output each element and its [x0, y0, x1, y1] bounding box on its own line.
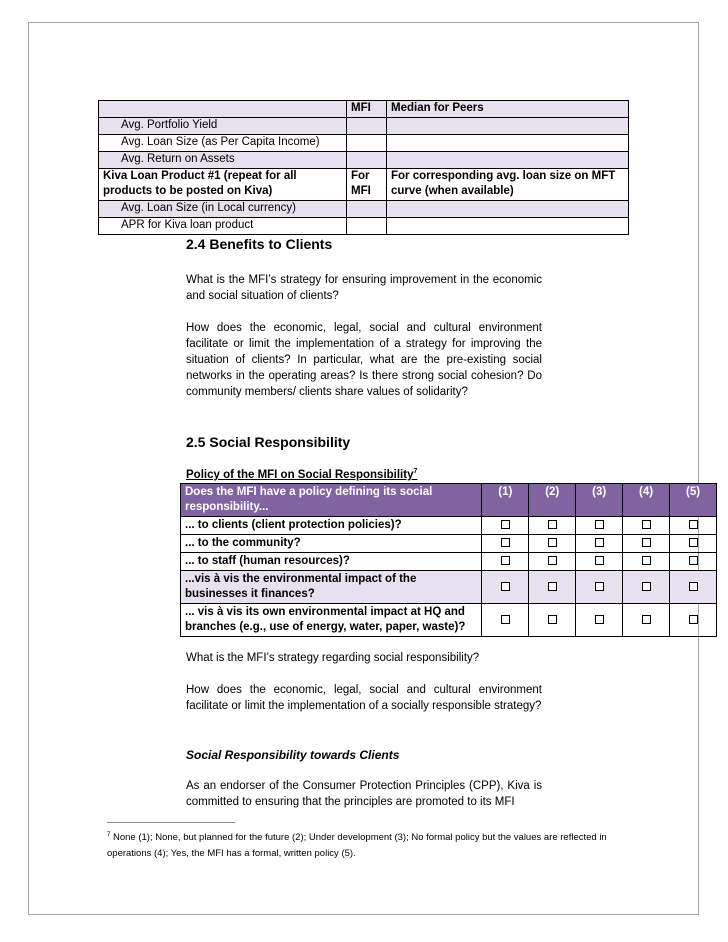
checkbox[interactable]: [642, 538, 651, 547]
footnote-marker: 7: [107, 832, 111, 838]
policy-row-staff: [181, 553, 717, 571]
paragraph-sr-environment: How does the economic, legal, social and cultural environment facilitate or limit the implementation of a socially responsible strategy?: [186, 684, 542, 712]
checkbox[interactable]: [689, 556, 698, 565]
metrics-table: [98, 100, 629, 235]
policy-row-label: ...vis à vis the environmental impact of the businesses it finances?: [181, 571, 482, 604]
checkbox[interactable]: [501, 582, 510, 591]
policy-header-row: [181, 484, 717, 517]
paragraph-benefits-environment: How does the economic, legal, social and cultural environment facilitate or limit the implementation of a strategy for improving the situation of clients? In particular, what are the pre-existing social networks in the operating areas? Is there strong social cohesion? Do community members/ clients share values of solidarity?: [186, 322, 542, 398]
checkbox[interactable]: [548, 520, 557, 529]
metrics-row-label: Avg. Loan Size (as Per Capita Income): [99, 135, 347, 152]
paragraph-cpp: As an endorser of the Consumer Protection Principles (CPP), Kiva is committed to ensuring that the principles are promoted to its MFI: [186, 780, 542, 808]
metrics-row-mfi: [347, 152, 387, 169]
checkbox[interactable]: [642, 556, 651, 565]
checkbox[interactable]: [689, 615, 698, 624]
checkbox[interactable]: [642, 615, 651, 624]
checkbox[interactable]: [548, 615, 557, 624]
checkbox[interactable]: [548, 582, 557, 591]
policy-col-4: (4): [623, 484, 670, 517]
metrics-row-label: Avg. Return on Assets: [99, 152, 347, 169]
metrics-row-peers: [387, 135, 629, 152]
policy-row-label: ... to the community?: [181, 535, 482, 553]
section-heading-social-responsibility: 2.5 Social Responsibility: [186, 434, 351, 450]
metrics-row-mfi: [347, 135, 387, 152]
policy-caption: [186, 468, 417, 481]
metrics-row-peers: For corresponding avg. loan size on MFT curve (when available): [387, 169, 629, 201]
checkbox[interactable]: [595, 615, 604, 624]
metrics-header-peers: Median for Peers: [387, 101, 629, 118]
metrics-row-label: Avg. Loan Size (in Local currency): [99, 201, 347, 218]
metrics-row-label: Kiva Loan Product #1 (repeat for all products to be posted on Kiva): [99, 169, 347, 201]
checkbox[interactable]: [642, 520, 651, 529]
metrics-header-mfi: MFI: [347, 101, 387, 118]
checkbox[interactable]: [595, 538, 604, 547]
policy-row-own-environment: [181, 604, 717, 637]
paragraph-benefits-strategy: What is the MFI’s strategy for ensuring improvement in the economic and social situation of clients?: [186, 274, 542, 302]
metrics-row-peers: [387, 152, 629, 169]
checkbox[interactable]: [689, 538, 698, 547]
checkbox[interactable]: [501, 520, 510, 529]
checkbox[interactable]: [501, 538, 510, 547]
metrics-row-label: APR for Kiva loan product: [99, 218, 347, 235]
checkbox[interactable]: [595, 556, 604, 565]
checkbox[interactable]: [501, 556, 510, 565]
policy-row-community: [181, 535, 717, 553]
metrics-row-peers: [387, 118, 629, 135]
checkbox[interactable]: [595, 520, 604, 529]
policy-row-label: ... to clients (client protection policies)?: [181, 517, 482, 535]
policy-caption-text: Policy of the MFI on Social Responsibility: [186, 468, 414, 481]
policy-row-label: ... to staff (human resources)?: [181, 553, 482, 571]
footnote: [107, 827, 627, 862]
checkbox[interactable]: [501, 615, 510, 624]
policy-header-question: Does the MFI have a policy defining its social responsibility...: [181, 484, 482, 517]
policy-row-environment-businesses: [181, 571, 717, 604]
metrics-row: [99, 152, 629, 169]
policy-col-2: (2): [529, 484, 576, 517]
metrics-row-mfi: [347, 118, 387, 135]
policy-col-5: (5): [670, 484, 717, 517]
metrics-row: [99, 218, 629, 235]
metrics-product-row: [99, 169, 629, 201]
footnote-ref: 7: [413, 468, 418, 475]
paragraph-sr-strategy: What is the MFI’s strategy regarding social responsibility?: [186, 652, 480, 664]
metrics-row-mfi: [347, 218, 387, 235]
metrics-header-row: [99, 101, 629, 118]
metrics-row-peers: [387, 201, 629, 218]
footnote-divider: [107, 822, 235, 823]
policy-table: [180, 483, 717, 637]
policy-col-3: (3): [576, 484, 623, 517]
policy-row-clients: [181, 517, 717, 535]
subheading-sr-clients: Social Responsibility towards Clients: [186, 748, 400, 762]
checkbox[interactable]: [642, 582, 651, 591]
checkbox[interactable]: [689, 520, 698, 529]
checkbox[interactable]: [548, 556, 557, 565]
metrics-row: [99, 135, 629, 152]
metrics-header-label: [99, 101, 347, 118]
metrics-row: [99, 118, 629, 135]
policy-row-label: ... vis à vis its own environmental impact at HQ and branches (e.g., use of energy, water, paper, waste)?: [181, 604, 482, 637]
section-heading-benefits: 2.4 Benefits to Clients: [186, 236, 333, 252]
metrics-row-mfi: [347, 201, 387, 218]
checkbox[interactable]: [548, 538, 557, 547]
checkbox[interactable]: [689, 582, 698, 591]
metrics-row-mfi: For MFI: [347, 169, 387, 201]
metrics-row: [99, 201, 629, 218]
metrics-row-label: Avg. Portfolio Yield: [99, 118, 347, 135]
policy-col-1: (1): [482, 484, 529, 517]
metrics-row-peers: [387, 218, 629, 235]
footnote-text: None (1); None, but planned for the future (2); Under development (3); No formal policy but the values are reflected in operations (4); Yes, the MFI has a formal, written policy (5).: [107, 832, 607, 860]
checkbox[interactable]: [595, 582, 604, 591]
